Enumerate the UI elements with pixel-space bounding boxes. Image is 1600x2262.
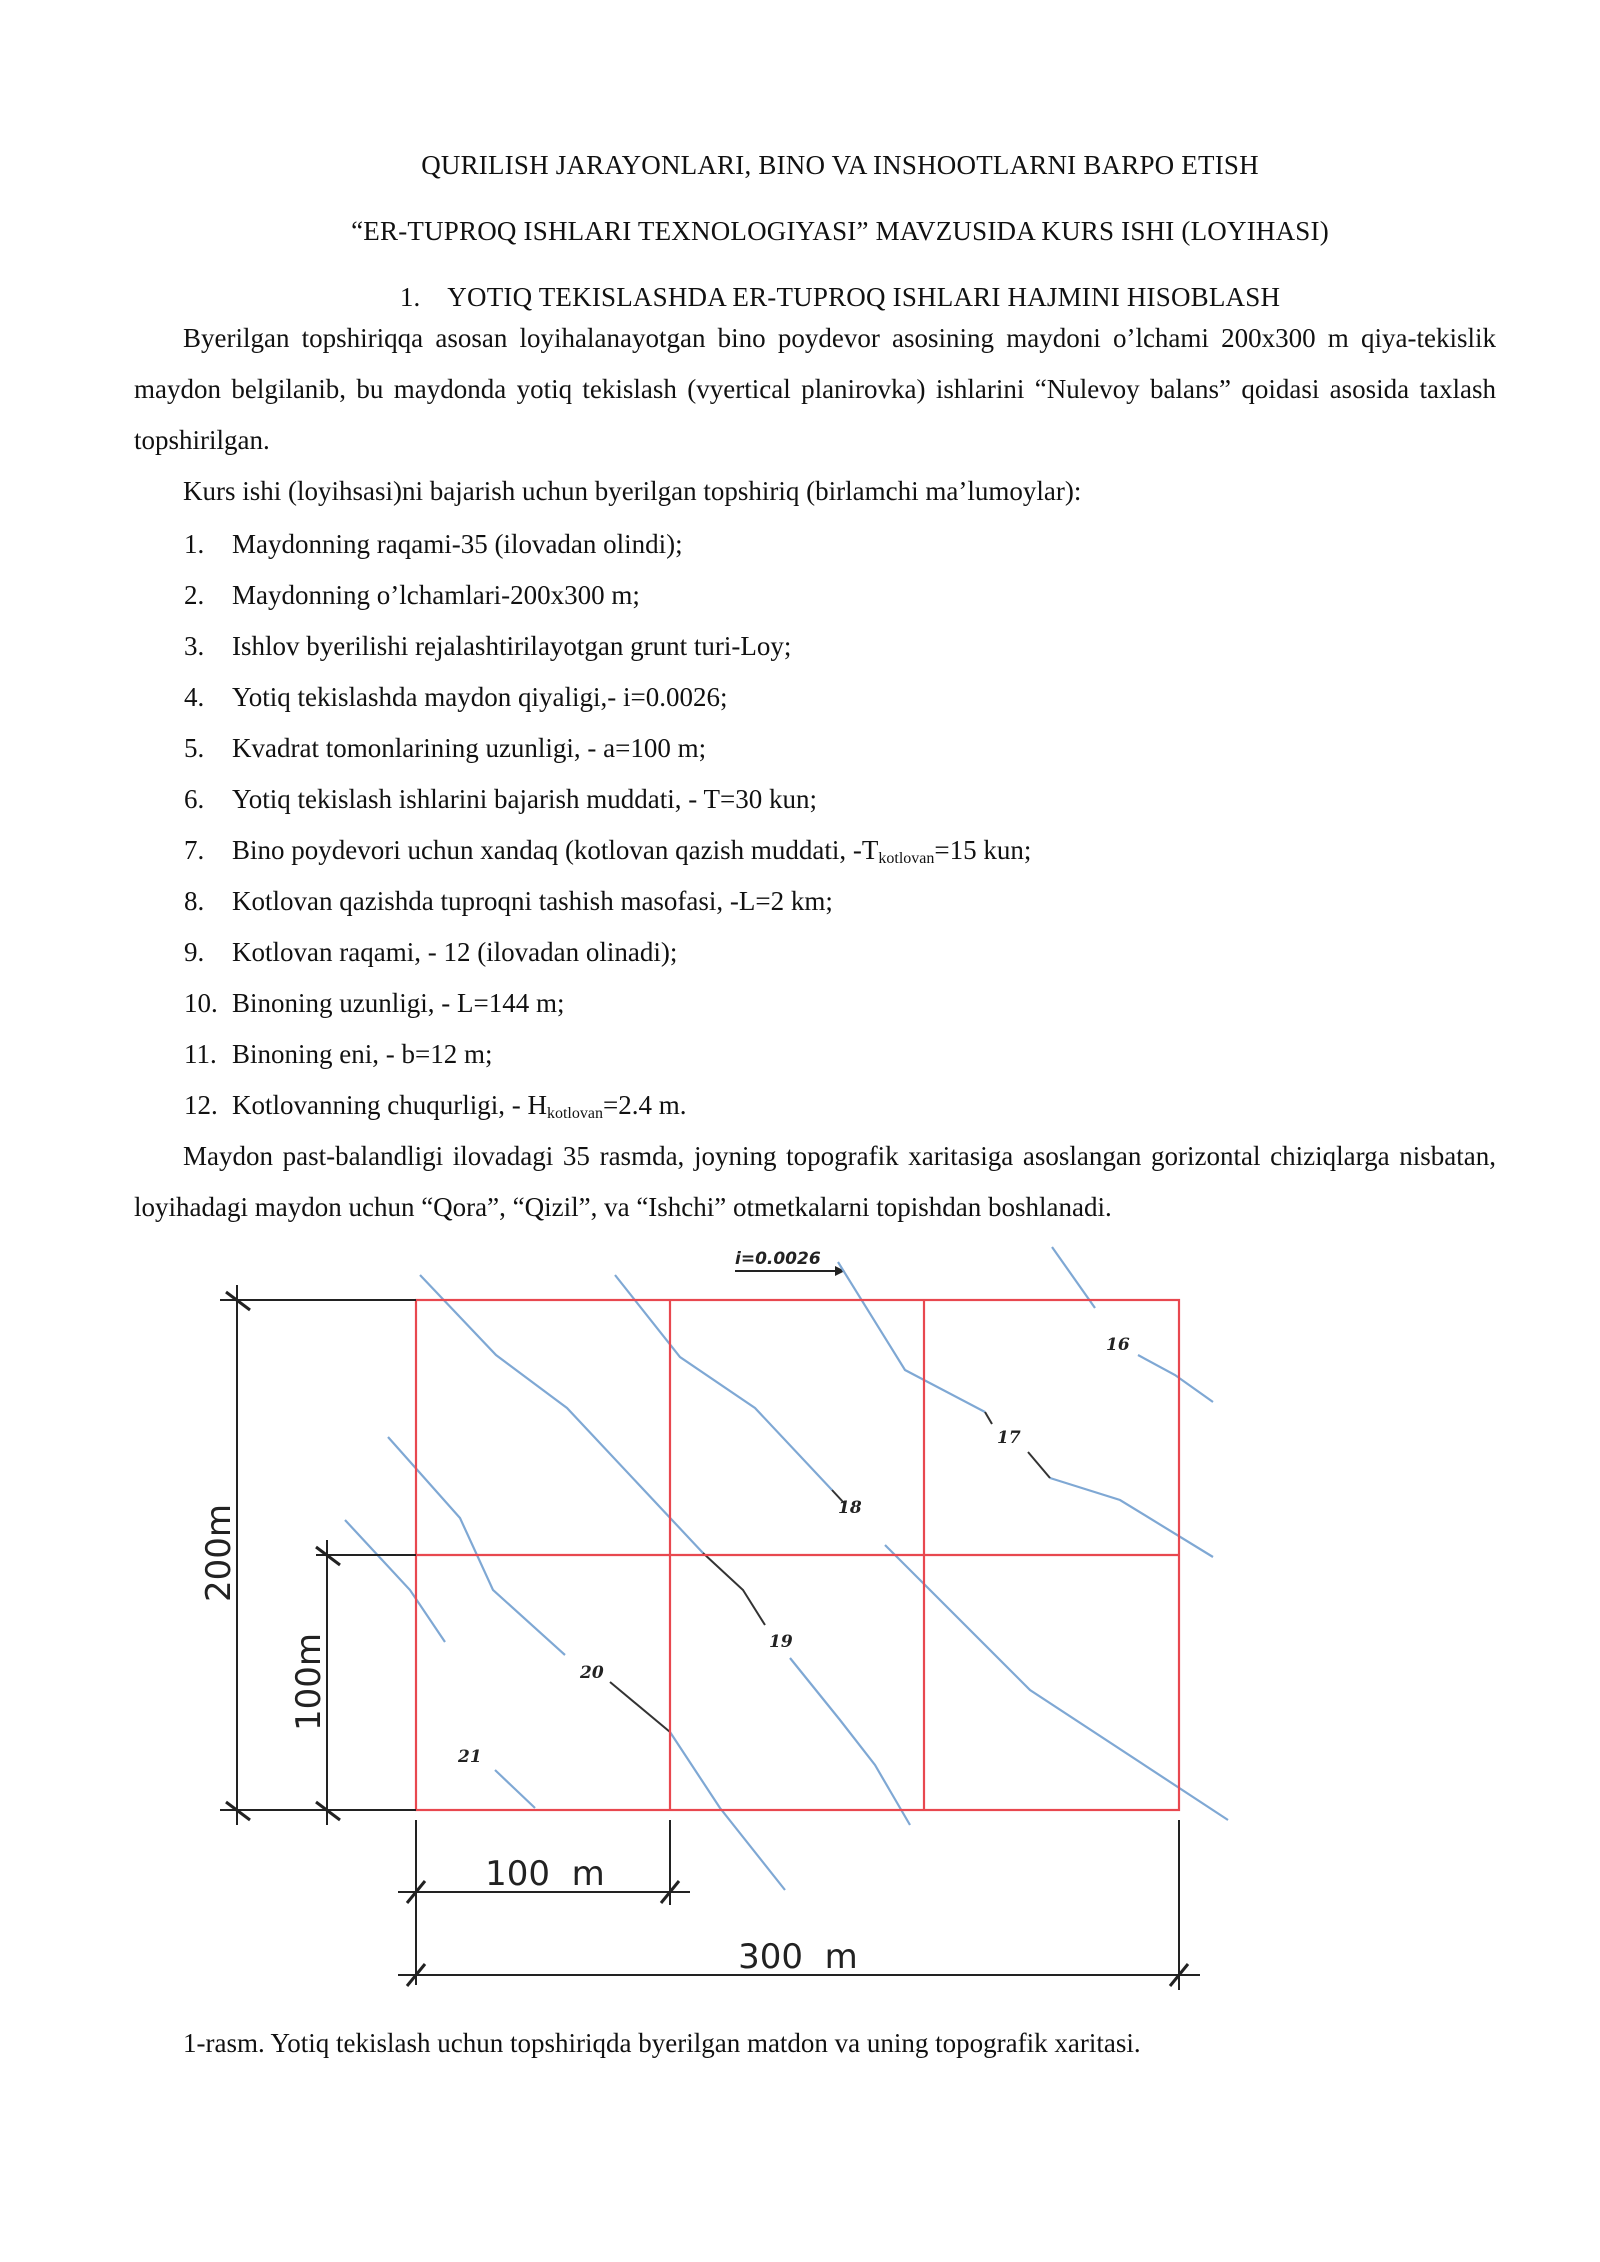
- topographic-map-figure: [150, 1225, 1260, 2005]
- contour-connectors: [610, 1412, 1050, 1732]
- contour-label-16: 16: [1106, 1335, 1130, 1355]
- contour-labels: [457, 1335, 1130, 1767]
- list-item: 1. Maydonning raqami-35 (ilovadan olindi);: [184, 529, 683, 559]
- list-item: 2. Maydonning o’lchamlari-200x300 m;: [184, 580, 640, 610]
- dimension-lines: [220, 1285, 1200, 1990]
- contour-17b: [1050, 1478, 1213, 1557]
- list-item: 3. Ishlov byerilishi rejalashtirilayotgan grunt turi-Loy;: [184, 631, 792, 661]
- list-intro: Kurs ishi (loyihsasi)ni bajarish uchun byerilgan topshiriq (birlamchi ma’lumoylar):: [183, 476, 1082, 506]
- dim-label-100m-horizontal: 100 m: [485, 1854, 605, 1894]
- slope-indicator: [735, 1249, 845, 1276]
- contour-label-20: 20: [580, 1663, 604, 1683]
- list-item: 10. Binoning uzunligi, - L=144 m;: [184, 988, 565, 1018]
- list-item: 12. Kotlovanning chuqurligi, - $H_{kotlovan}=2.4$ m.: [184, 1090, 687, 1122]
- contour-19: [420, 1275, 703, 1553]
- dimension-labels: [199, 1504, 858, 1977]
- dim-label-100m-vertical: 100m: [289, 1632, 329, 1732]
- course-heading: QURILISH JARAYONLARI, BINO VA INSHOOTLARNI BARPO ETISH: [421, 150, 1259, 180]
- course-subheading: “ER-TUPROQ ISHLARI TEXNOLOGIYASI” MAVZUSIDA KURS ISHI (LOYIHASI): [351, 216, 1329, 246]
- dim-label-200m: 200m: [199, 1503, 239, 1603]
- contour-label-18: 18: [838, 1498, 862, 1518]
- intro-paragraph: Byerilgan topshiriqqa asosan loyihalanayotgan bino poydevor asosining maydoni o’lchami 200x300 m qiya-tekislik maydon belgilanib, bu maydonda yotiq tekislash (vyertical planirovka) ishlarini “Nulevoy balans” qoidasi asosida taxlash topshirilgan.: [134, 323, 1496, 455]
- contour-18b: [885, 1545, 1228, 1820]
- list-item: 4. Yotiq tekislashda maydon qiyaligi,- i=0.0026;: [184, 682, 728, 712]
- contour-label-21: 21: [458, 1747, 482, 1767]
- contour-17: [838, 1262, 985, 1412]
- contour-lines: [345, 1247, 1228, 1890]
- section-heading: [0, 282, 1600, 313]
- contour-19b: [790, 1658, 910, 1825]
- contour-16: [1052, 1247, 1095, 1308]
- assignment-list: [184, 519, 1031, 1131]
- slope-label: i=0.0026: [735, 1249, 821, 1269]
- figure-caption: 1-rasm. Yotiq tekislash uchun topshiriqda byerilgan matdon va uning topografik xaritasi.: [183, 2028, 1141, 2058]
- section-number: 1.: [399, 282, 421, 312]
- contour-label-19: 19: [769, 1632, 793, 1652]
- list-item: 5. Kvadrat tomonlarining uzunligi, - a=100 m;: [184, 733, 707, 763]
- list-item: 9. Kotlovan raqami, - 12 (ilovadan olinadi);: [184, 937, 678, 967]
- list-item: 11. Binoning eni, - b=12 m;: [184, 1039, 493, 1069]
- outro-paragraph: Maydon past-balandligi ilovadagi 35 rasmda, joyning topografik xaritasiga asoslangan gorizontal chiziqlarga nisbatan, loyihadagi maydon uchun “Qora”, “Qizil”, va “Ishchi” otmetkalarni topishdan boshlanadi.: [134, 1141, 1496, 1222]
- site-grid: [416, 1300, 1179, 1810]
- contour-21b: [495, 1770, 535, 1808]
- list-item: 7. Bino poydevori uchun xandaq (kotlovan qazish muddati, $-T_{kotlovan}=15$ kun;: [184, 835, 1032, 867]
- dim-label-300m: 300 m: [738, 1937, 858, 1977]
- list-item: 8. Kotlovan qazishda tuproqni tashish masofasi, -L=2 km;: [184, 886, 833, 916]
- section-title: YOTIQ TEKISLASHDA ER-TUPROQ ISHLARI HAJMINI HISOBLASH: [447, 282, 1281, 312]
- contour-label-17: 17: [997, 1428, 1021, 1448]
- contour-16b: [1138, 1355, 1213, 1402]
- contour-20: [388, 1437, 565, 1655]
- list-item: 6. Yotiq tekislash ishlarini bajarish muddati, - T=30 kun;: [184, 784, 817, 814]
- contour-21: [345, 1520, 445, 1642]
- contour-18: [615, 1275, 832, 1490]
